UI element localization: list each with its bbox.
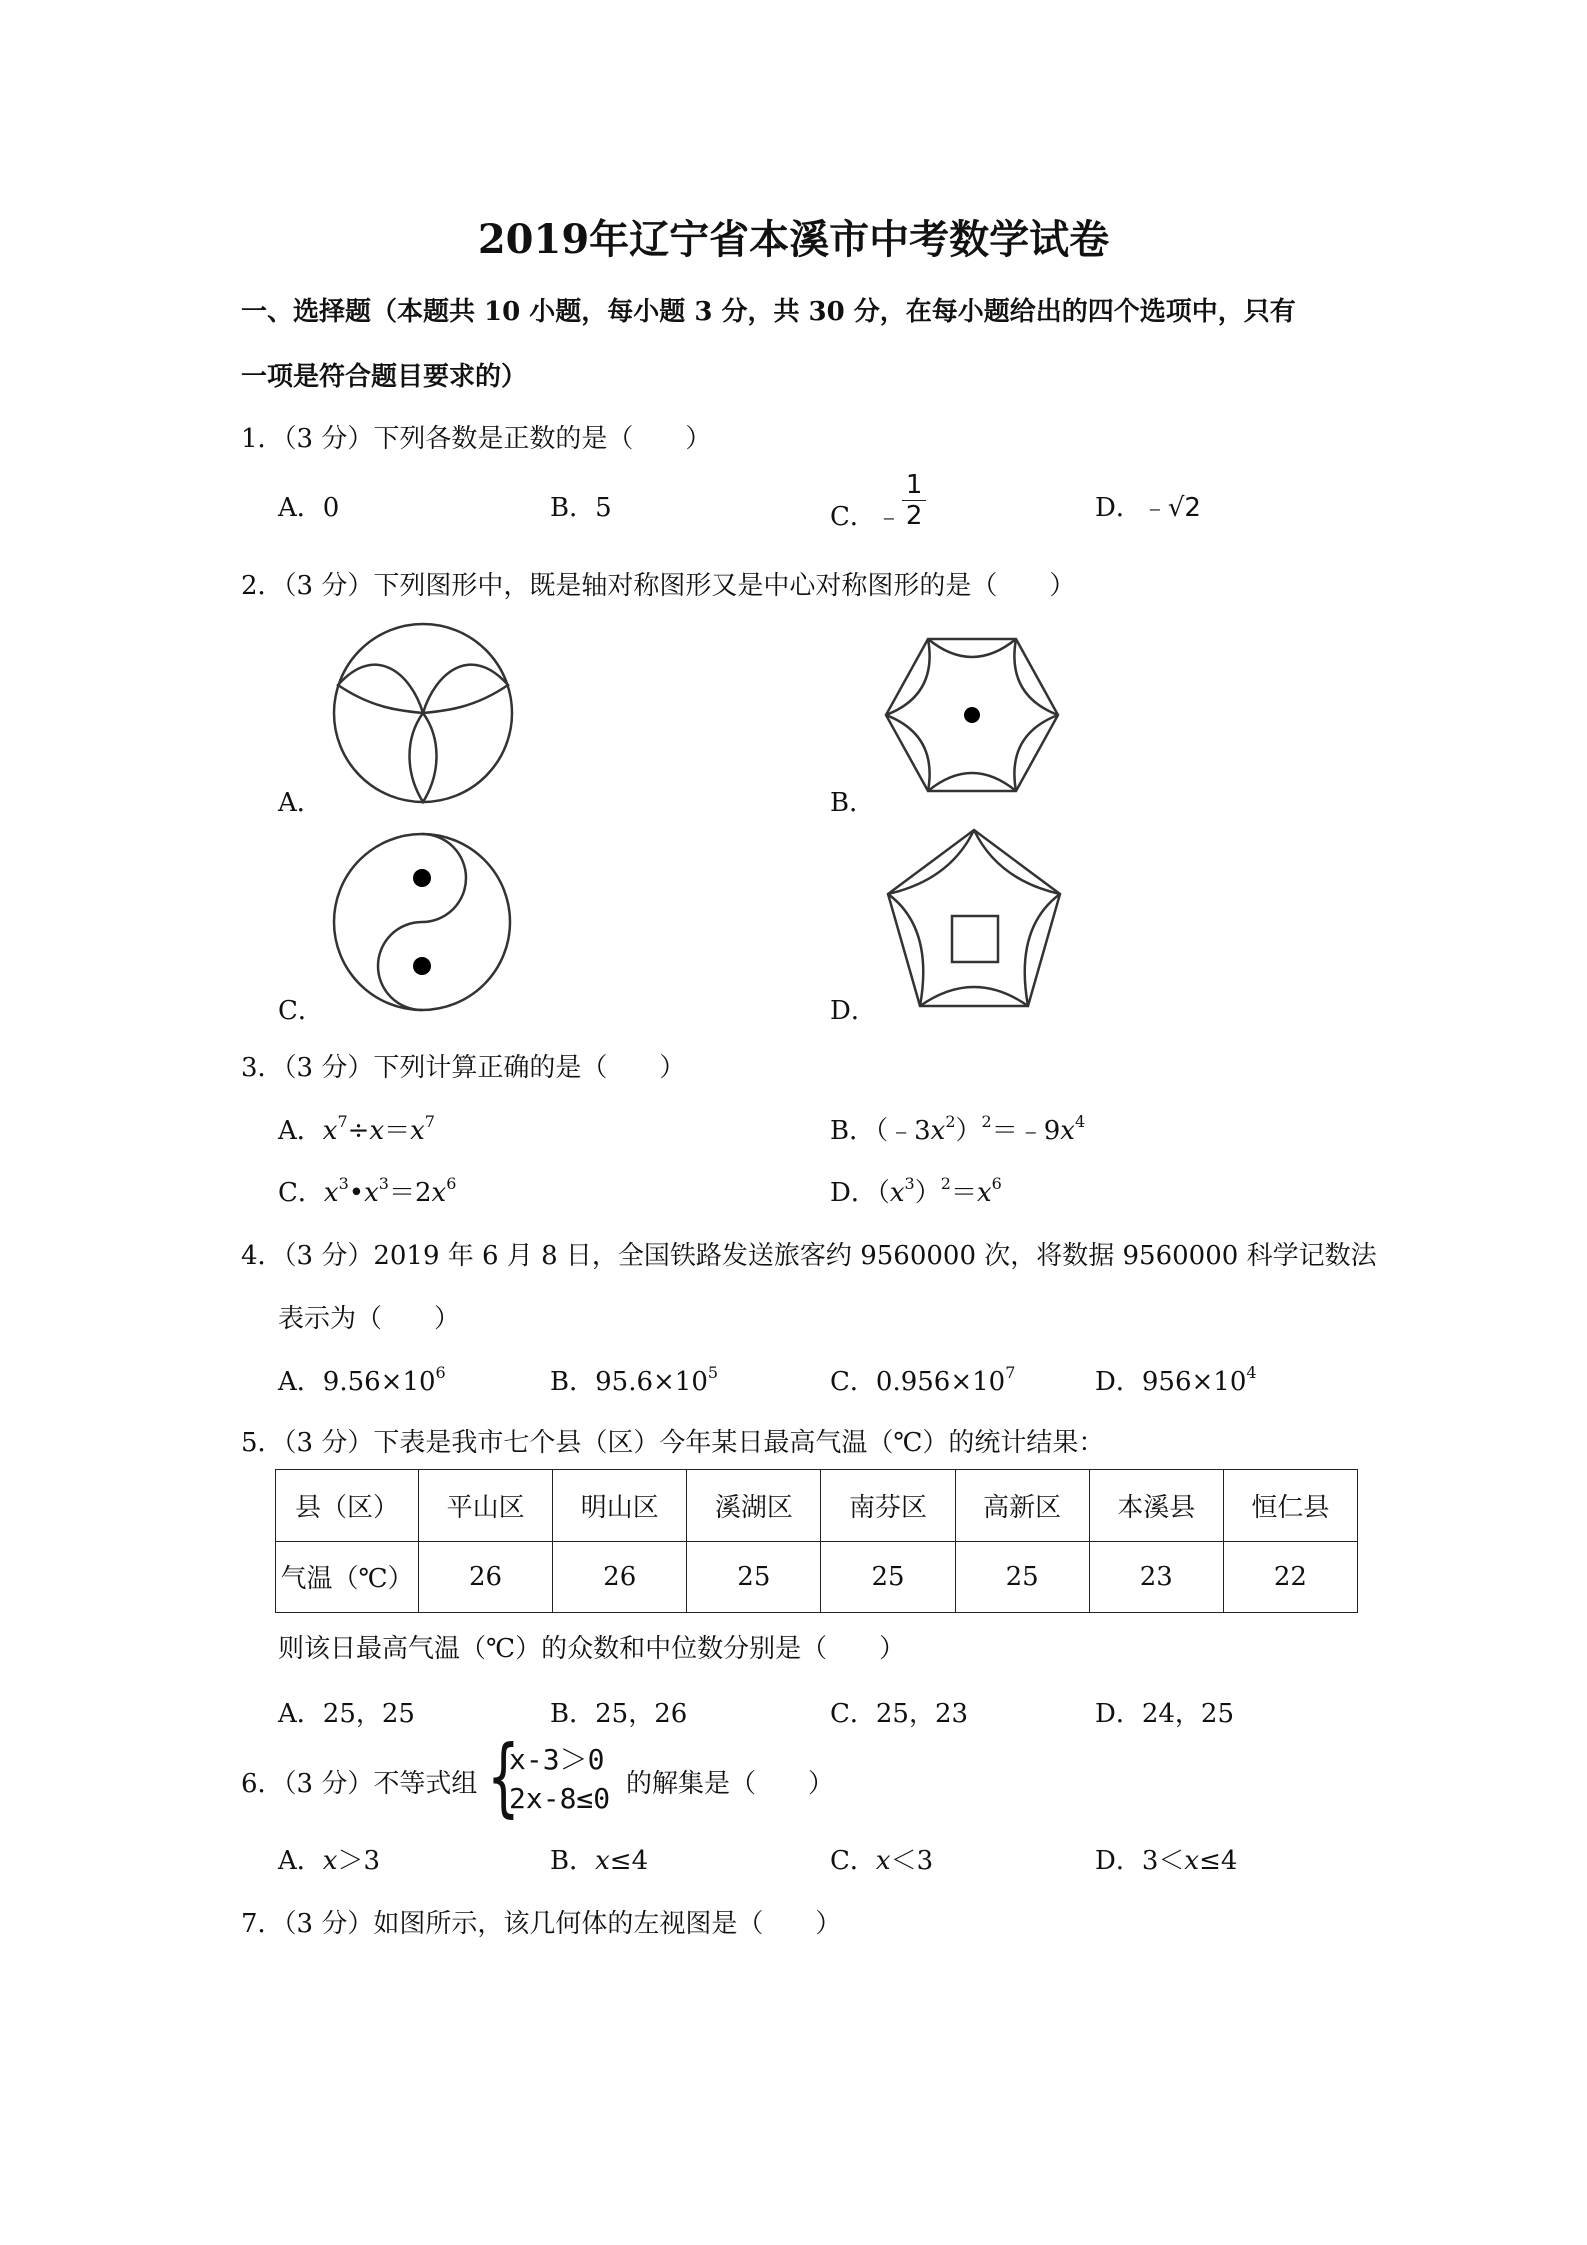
q1-fraction-denominator: 2 [905, 501, 923, 531]
table-cell: 溪湖区 [687, 1470, 821, 1542]
q6-stem-pre: 6．（3 分）不等式组 [241, 1769, 478, 1799]
table-cell: 25 [955, 1541, 1089, 1613]
brace-icon: { [487, 1727, 520, 1827]
q6-option-c: C．x＜3 [830, 1846, 934, 1876]
table-cell: 平山区 [419, 1470, 553, 1542]
q3-option-c: C．$x^3•x^3=2x^6$ [278, 1174, 457, 1208]
q5-option-a: A．25，25 [278, 1699, 415, 1729]
table-row [276, 1541, 1358, 1613]
temperature-table [275, 1469, 1358, 1613]
table-cell: 高新区 [955, 1470, 1089, 1542]
table-cell: 26 [553, 1541, 687, 1613]
q1-option-b: B．5 [550, 493, 612, 523]
q1-option-a: A．0 [278, 493, 340, 523]
q6-inequality-1: x-3＞0 [509, 1743, 605, 1776]
q4-option-d-exponent: 4 [1246, 1363, 1257, 1382]
table-cell: 23 [1089, 1541, 1223, 1613]
figure-a-trefoil-circle [332, 622, 514, 804]
q3-option-c-label: C． [278, 1178, 324, 1208]
page-title: 2019年辽宁省本溪市中考数学试卷 [477, 216, 1110, 263]
q3-stem: 3．（3 分）下列计算正确的是（ ） [241, 1053, 686, 1083]
q6-option-d: D．3＜x≤4 [1095, 1846, 1238, 1876]
q1-fraction-numerator: 1 [902, 470, 927, 501]
q6-option-b: B．x≤4 [550, 1846, 649, 1876]
table-cell: 恒仁县 [1223, 1470, 1357, 1542]
q4-stem-line2: 表示为（ ） [278, 1304, 461, 1334]
q6-option-a: A．x＞3 [278, 1846, 380, 1876]
q5-option-c: C．25，23 [830, 1699, 969, 1729]
q6-option-a-label: A． [278, 1846, 323, 1876]
q4-option-c [830, 1361, 1015, 1398]
q1-option-c [830, 470, 926, 531]
section-heading-line2: 一项是符合题目要求的） [241, 362, 528, 392]
section-heading-line1: 一、选择题（本题共 10 小题，每小题 3 分，共 30 分，在每小题给出的四个选项中，只有 [241, 297, 1296, 327]
table-cell: 22 [1223, 1541, 1357, 1613]
q5-option-d: D．24，25 [1095, 1699, 1235, 1729]
table-cell: 25 [687, 1541, 821, 1613]
q4-option-c-label: C． [830, 1367, 876, 1397]
q1-option-d [1095, 487, 1201, 524]
q4-option-b-label: B． [550, 1367, 596, 1397]
q2-option-a: A． [278, 788, 323, 818]
q4-option-c-exponent: 7 [1005, 1363, 1016, 1382]
q2-option-c: C． [278, 996, 324, 1026]
q3-option-b-label: B． [830, 1116, 876, 1146]
figure-b-hexagon-arcs [884, 637, 1060, 793]
q3-option-d-label: D． [830, 1178, 877, 1208]
q1-option-c-minus: ﹣ [875, 501, 902, 532]
q6-option-c-value: ＜3 [890, 1846, 934, 1876]
q4-option-d-label: D． [1095, 1367, 1142, 1397]
q4-option-a [278, 1361, 446, 1398]
q1-option-c-label: C． [830, 501, 876, 532]
q4-option-b [550, 1361, 718, 1398]
q4-option-a-label: A． [278, 1367, 323, 1397]
q6-stem-post: 的解集是（ ） [626, 1769, 835, 1799]
q4-option-a-base: 9.56×10 [322, 1367, 436, 1397]
q6-option-d-value: ≤4 [1199, 1846, 1238, 1876]
q5-question: 则该日最高气温（℃）的众数和中位数分别是（ ） [278, 1634, 906, 1664]
q1-stem: 1．（3 分）下列各数是正数的是（ ） [241, 424, 712, 454]
q4-option-b-base: 95.6×10 [595, 1367, 708, 1397]
table-cell: 本溪县 [1089, 1470, 1223, 1542]
table-cell: 南芬区 [821, 1470, 955, 1542]
q6-option-c-label: C． [830, 1846, 876, 1876]
table-cell: 26 [419, 1541, 553, 1613]
q6-inequality-system [487, 1727, 627, 1827]
figure-d-pentagon-arcs [886, 828, 1062, 1012]
q3-option-a: A．$x^7\div x=x^7$ [278, 1112, 435, 1146]
table-header-row [276, 1470, 1358, 1542]
q3-option-a-label: A． [278, 1116, 323, 1146]
q6-option-b-value: ≤4 [609, 1846, 649, 1876]
q2-option-d: D． [830, 996, 877, 1026]
q2-option-b: B． [830, 788, 876, 818]
q4-option-d [1095, 1361, 1257, 1398]
q6-option-a-value: ＞3 [337, 1846, 380, 1876]
q5-option-b: B．25，26 [550, 1699, 688, 1729]
q4-stem-line1: 4．（3 分）2019 年 6 月 8 日，全国铁路发送旅客约 9560000 次，将数据 9560000 科学记数法 [241, 1241, 1377, 1271]
table-cell: 气温（℃） [276, 1541, 419, 1613]
q4-option-d-base: 956×10 [1141, 1367, 1247, 1397]
q4-option-a-exponent: 6 [435, 1363, 446, 1382]
q6-inequality-2: 2x-8≤0 [509, 1782, 611, 1815]
q7-stem: 7．（3 分）如图所示，该几何体的左视图是（ ） [241, 1909, 842, 1939]
q3-option-d: D．$(x^3)^2=x^6$ [830, 1174, 1002, 1208]
table-cell: 25 [821, 1541, 955, 1613]
q1-option-d-label: D． [1095, 493, 1142, 523]
q5-stem: 5．（3 分）下表是我市七个县（区）今年某日最高气温（℃）的统计结果： [241, 1428, 1105, 1458]
table-cell: 明山区 [553, 1470, 687, 1542]
q1-option-c-fraction [902, 470, 927, 531]
q4-option-c-base: 0.956×10 [875, 1367, 1006, 1397]
q1-option-d-value: ﹣√2 [1141, 493, 1201, 523]
q6-option-d-prefix: 3＜ [1141, 1846, 1185, 1876]
q6-option-d-label: D． [1095, 1846, 1142, 1876]
figure-c-yin-yang [332, 832, 512, 1012]
q3-option-b: B．$(﹣3x^2)^2=﹣9x^4$ [830, 1112, 1086, 1146]
table-cell: 县（区） [276, 1470, 419, 1542]
q4-option-b-exponent: 5 [707, 1363, 719, 1382]
q2-stem: 2．（3 分）下列图形中，既是轴对称图形又是中心对称图形的是（ ） [241, 571, 1076, 601]
q6-option-b-label: B． [550, 1846, 596, 1876]
